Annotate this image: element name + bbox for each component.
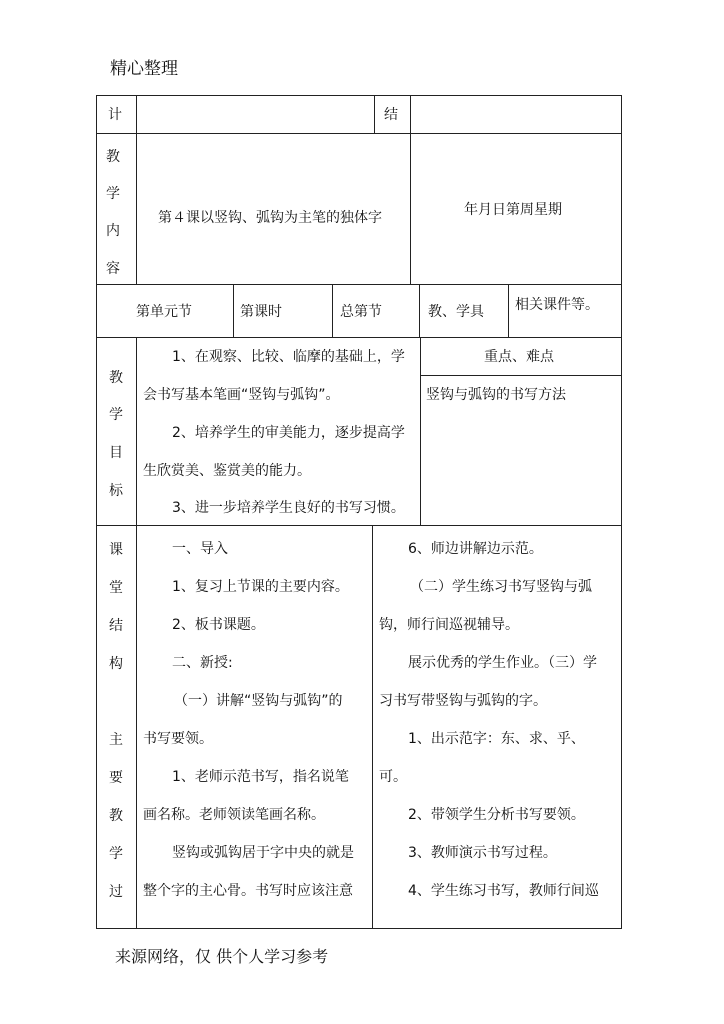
row3-col-divider-1	[233, 284, 234, 337]
row4-label-char: 目	[109, 445, 123, 461]
row4-label-char: 教	[109, 370, 123, 386]
row-divider-3	[96, 337, 622, 338]
process-right-line: 1、出示范字：东、求、乎、	[408, 731, 585, 747]
row2-label-char: 学	[106, 186, 120, 202]
table-border-right	[621, 95, 622, 929]
row5-label-char: 要	[109, 770, 123, 786]
process-right-line: 钩，师行间巡视辅导。	[379, 617, 519, 633]
unit-cell: 第单元节	[136, 304, 192, 320]
row-divider-4	[96, 525, 622, 526]
process-right-line: 6、师边讲解边示范。	[408, 541, 543, 557]
row5-label-char: 主	[109, 732, 123, 748]
row4-label-char: 学	[109, 407, 123, 423]
lesson-hour-cell: 第课时	[240, 304, 282, 320]
row1-col-divider-2	[374, 95, 375, 133]
key-title-divider	[420, 375, 622, 376]
row5-col-divider-1	[136, 525, 137, 928]
process-left-line: 整个字的主心骨。书写时应该注意	[143, 883, 353, 899]
lesson-date: 年月日第周星期	[464, 202, 562, 218]
goal-line: 1、在观察、比较、临摩的基础上，学	[172, 349, 405, 365]
process-right-line: 展示优秀的学生作业。（三）学	[408, 655, 597, 671]
table-border-top	[96, 95, 622, 96]
row4-col-divider-1	[136, 337, 137, 525]
process-left-line: 1、老师示范书写，指名说笔	[172, 769, 349, 785]
process-left-line: 书写要领。	[143, 731, 213, 747]
process-left-line: 二、新授:	[172, 655, 233, 671]
row1-col-divider-3	[410, 95, 411, 133]
row2-col-divider-1	[136, 133, 137, 284]
row5-label-char: 结	[109, 618, 123, 634]
row5-label-char: 过	[109, 884, 123, 900]
process-left-line: 2、板书课题。	[172, 617, 265, 633]
courseware-cell: 相关课件等。	[515, 297, 599, 313]
cell-ji: 计	[108, 107, 122, 123]
goal-line: 2、培养学生的审美能力，逐步提高学	[172, 425, 405, 441]
row5-label-char: 教	[109, 808, 123, 824]
process-left-line: 竖钩或弧钩居于字中央的就是	[172, 845, 354, 861]
row1-col-divider-1	[136, 95, 137, 133]
table-border-bottom	[96, 928, 622, 929]
row5-label-char: 学	[109, 846, 123, 862]
row5-col-divider-2	[372, 525, 373, 928]
goal-line: 3、进一步培养学生良好的书写习惯。	[172, 500, 405, 516]
key-points-content: 竖钩与弧钩的书写方法	[426, 387, 566, 403]
footer-note: 来源网络，仅 供个人学习参考	[115, 947, 329, 966]
process-left-line: （一）讲解“竖钩与弧钩”的	[174, 693, 343, 709]
table-border-left	[96, 95, 97, 929]
process-right-line: 2、带领学生分析书写要领。	[408, 807, 585, 823]
row4-col-divider-2	[420, 337, 421, 525]
header-title: 精心整理	[110, 59, 178, 79]
process-right-line: （二）学生练习书写竖钩与弧	[410, 579, 592, 595]
row2-label-char: 内	[106, 223, 120, 239]
key-points-title: 重点、难点	[484, 349, 554, 365]
goal-line: 生欣赏美、鉴赏美的能力。	[143, 463, 311, 479]
process-left-line: 画名称。老师领读笔画名称。	[143, 807, 325, 823]
row3-col-divider-2	[332, 284, 333, 337]
row5-label-char: 课	[109, 542, 123, 558]
row-divider-2	[96, 284, 622, 285]
goal-line: 会书写基本笔画“竖钩与弧钩”。	[143, 387, 340, 403]
row4-label-char: 标	[109, 483, 123, 499]
row3-col-divider-3	[419, 284, 420, 337]
row3-col-divider-4	[508, 284, 509, 337]
process-left-line: 一、导入	[172, 541, 228, 557]
total-lesson-cell: 总第节	[340, 304, 382, 320]
row2-col-divider-2	[410, 133, 411, 284]
teaching-tools-cell: 教、学具	[428, 304, 484, 320]
lesson-content: 第４课以竖钩、弧钩为主笔的独体字	[158, 210, 382, 226]
row2-label-char: 容	[106, 261, 120, 277]
process-left-line: 1、复习上节课的主要内容。	[172, 579, 349, 595]
process-right-line: 习书写带竖钩与弧钩的字。	[379, 693, 547, 709]
row5-label-char: 堂	[109, 580, 123, 596]
row-divider-1	[96, 133, 622, 134]
process-right-line: 3、教师演示书写过程。	[408, 845, 557, 861]
row2-label-char: 教	[106, 149, 120, 165]
process-right-line: 可。	[379, 769, 407, 785]
cell-jie: 结	[384, 107, 398, 123]
process-right-line: 4、学生练习书写，教师行间巡	[408, 883, 599, 899]
row5-label-char: 构	[109, 656, 123, 672]
